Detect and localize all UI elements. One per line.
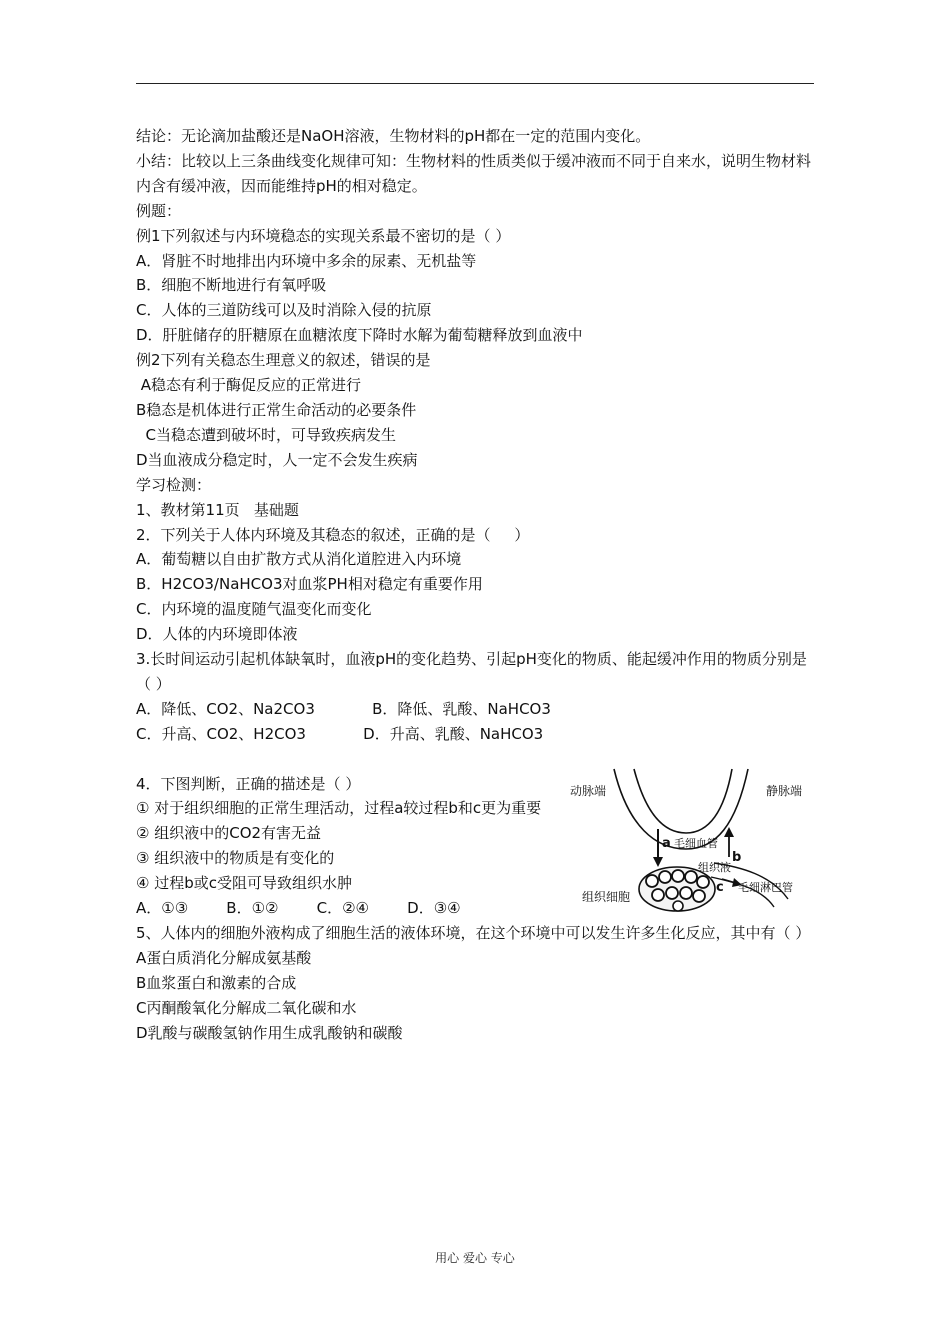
question-4-options: A．①③ B．①② C．②④ D．③④ [136, 899, 461, 918]
examples-heading: 例题： [136, 201, 182, 220]
example-1-stem: 例1下列叙述与内环境稳态的实现关系最不密切的是（ ） [136, 226, 511, 245]
question-3-options-row-2: C．升高、CO2、H2CO3 D．升高、乳酸、NaHCO3 [136, 724, 544, 743]
summary-text: 小结：比较以上三条曲线变化规律可知：生物材料的性质类似于缓冲液而不同于自来水，说明生物材料内含有缓冲液，因而能维持pH的相对稳定。 [136, 151, 812, 195]
tissue-cell-label: 组织细胞 [582, 890, 631, 904]
example-2-option-b: B稳态是机体进行正常生命活动的必要条件 [136, 400, 417, 419]
cell [680, 887, 692, 899]
question-5-option-d: D乳酸与碳酸氢钠作用生成乳酸钠和碳酸 [136, 1023, 403, 1042]
cell [672, 870, 684, 882]
question-5-stem: 5、人体内的细胞外液构成了细胞生活的液体环境，在这个环境中可以发生许多生化反应，其中有（ ） [136, 923, 811, 942]
example-1-option-c: C．人体的三道防线可以及时消除入侵的抗原 [136, 301, 432, 320]
cell [652, 889, 664, 901]
question-4-item-3: ③ 组织液中的物质是有变化的 [136, 849, 335, 868]
test-heading: 学习检测： [136, 475, 212, 494]
question-2-option-c: C．内环境的温度随气温变化而变化 [136, 600, 372, 619]
cell [685, 871, 697, 883]
example-1-option-b: B．细胞不断地进行有氧呼吸 [136, 276, 327, 295]
cell [659, 871, 671, 883]
example-1-option-d: D．肝脏储存的肝糖原在血糖浓度下降时水解为葡萄糖释放到血液中 [136, 326, 583, 345]
cell [693, 890, 705, 902]
capillary-diagram [566, 767, 816, 917]
artery-end-label: 动脉端 [570, 784, 607, 798]
example-2-option-c: C当稳态遭到破坏时，可导致疾病发生 [136, 425, 397, 444]
question-4-item-1: ① 对于组织细胞的正常生理活动，过程a较过程b和c更为重要 [136, 799, 542, 818]
page-footer: 用心 爱心 专心 [435, 1251, 515, 1265]
question-4-item-2: ② 组织液中的CO2有害无益 [136, 824, 322, 843]
cell [697, 876, 709, 888]
conclusion-text: 结论：无论滴加盐酸还是NaOH溶液，生物材料的pH都在一定的范围内变化。 [136, 127, 651, 145]
arrow-a-head [653, 857, 663, 867]
label-a: a [662, 836, 671, 851]
label-c: c [716, 880, 724, 895]
question-5-option-a: A蛋白质消化分解成氨基酸 [136, 948, 312, 967]
example-2-option-d: D当血液成分稳定时，人一定不会发生疾病 [136, 450, 418, 469]
cell [646, 875, 658, 887]
question-2-option-d: D．人体的内环境即体液 [136, 625, 298, 644]
question-3-stem: 3.长时间运动引起机体缺氧时，血液pH的变化趋势、引起pH变化的物质、能起缓冲作用的物质分别是（ ） [136, 650, 807, 693]
example-2-option-a: A稳态有利于酶促反应的正常进行 [136, 376, 362, 395]
question-4-item-4: ④ 过程b或c受阻可导致组织水肿 [136, 874, 352, 893]
question-4-stem: 4．下图判断，正确的描述是（ ） [136, 774, 361, 793]
cell [673, 901, 683, 911]
cell [666, 887, 678, 899]
label-b: b [732, 850, 742, 865]
capillary-diagram-svg [566, 767, 816, 917]
question-2-option-b: B．H2CO3/NaHCO3对血浆PH相对稳定有重要作用 [136, 575, 483, 594]
example-2-stem: 例2下列有关稳态生理意义的叙述，错误的是 [136, 351, 431, 370]
lymph-capillary-label: 毛细淋巴管 [738, 881, 793, 894]
example-1-option-a: A．肾脏不时地排出内环境中多余的尿素、无机盐等 [136, 251, 477, 270]
capillary-label: 毛细血管 [674, 837, 718, 850]
vein-end-label: 静脉端 [766, 784, 803, 798]
question-5-option-b: B血浆蛋白和激素的合成 [136, 973, 297, 992]
question-1: 1、教材第11页 基础题 [136, 500, 299, 519]
question-3-options-row-1: A．降低、CO2、Na2CO3 B．降低、乳酸、NaHCO3 [136, 699, 551, 718]
question-2-option-a: A．葡萄糖以自由扩散方式从消化道腔进入内环境 [136, 550, 462, 569]
tissue-fluid-label: 组织液 [698, 861, 731, 874]
capillary-inner-wall [634, 769, 732, 833]
question-2-stem: 2．下列关于人体内环境及其稳态的叙述，正确的是（ ） [136, 525, 530, 544]
question-5-option-c: C丙酮酸氧化分解成二氧化碳和水 [136, 998, 357, 1017]
header-rule [136, 83, 814, 84]
